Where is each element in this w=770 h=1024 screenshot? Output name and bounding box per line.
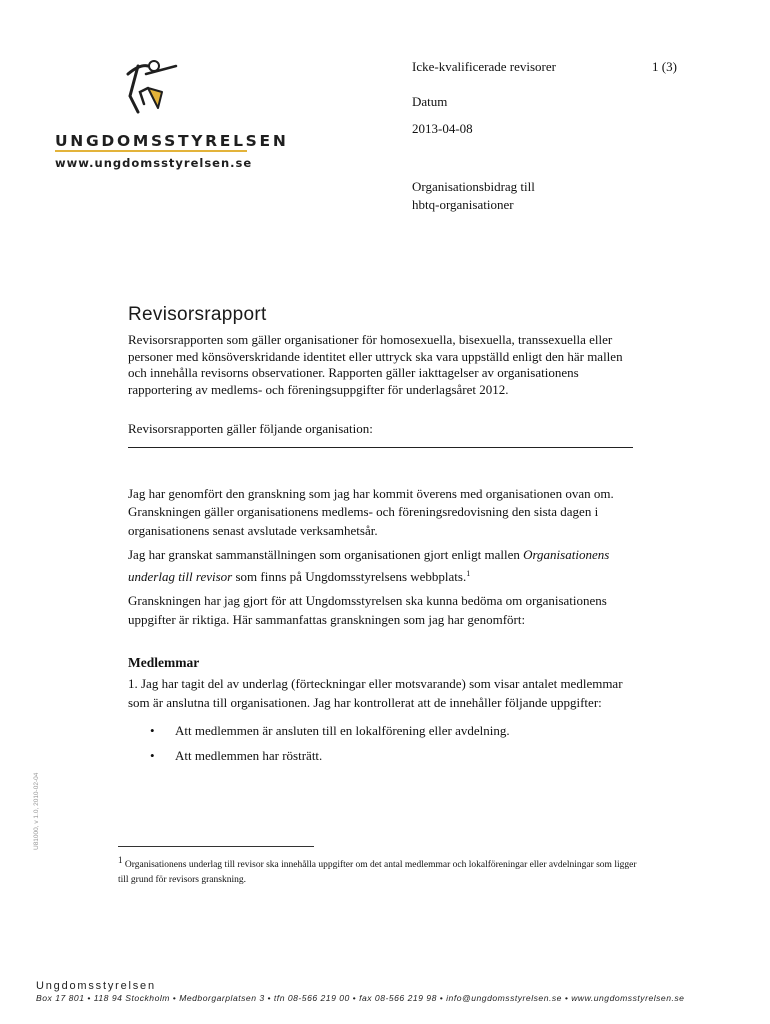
template-name: Organisationens underlag till revisor (128, 547, 610, 584)
document-title: Revisorsrapport (128, 304, 267, 325)
document-type: Icke-kvalificerade revisorer (412, 59, 556, 74)
paragraph-review-scope: Jag har genomfört den granskning som jag har kommit överens med organisationen ovan om. Granskningen gäller organisationens medlems- och föreningsredovisning den sista dagen i organisationens senast avslutade verksamhetsår. (128, 485, 614, 538)
list-item-text: Att medlemmen är ansluten till en lokalförening eller avdelning. (175, 723, 510, 738)
bullet-icon: • (150, 723, 155, 738)
subject (412, 178, 672, 214)
section-heading-members: Medlemmar (128, 655, 200, 670)
footer-org-name: Ungdomsstyrelsen (36, 980, 156, 992)
logo-figure-icon (118, 52, 184, 118)
organisation-fill-line (128, 447, 633, 448)
intro-paragraph: Revisorsrapporten som gäller organisationer för homosexuella, bisexuella, transsexuella eller personer med könsöverskridande identitet eller uttryck ska vara uppställd enligt den här mallen och innehålla revisorns observationer. Rapporten gäller iakttagelser av organisationens rapportering av medlems- och föreningsuppgifter för underlagsåret 2012. (128, 332, 623, 397)
list-item (128, 718, 638, 743)
footer-contact: Box 17 801 • 118 94 Stockholm • Medborgarplatsen 3 • tfn 08-566 219 00 • fax 08-566 219 98 • info@ungdomsstyrelsen.se • www.ungdomsstyrelsen.se (36, 993, 685, 1003)
document-body (128, 304, 638, 768)
paragraph-template (128, 546, 638, 586)
members-paragraph: 1. Jag har tagit del av underlag (förteckningar eller motsvarande) som visar antalet medlemmar som är anslutna till organisationen. Jag har kontrollerat att de innehåller följande uppgifter: (128, 676, 623, 710)
paragraph-template-text-end: som finns på Ungdomsstyrelsens webbplats. (232, 568, 467, 584)
subject-line: Organisationsbidrag till (412, 179, 535, 194)
logo-url: www.ungdomsstyrelsen.se (55, 156, 253, 170)
footnote (118, 853, 638, 888)
list-item (128, 743, 638, 768)
list-item-text: Att medlemmen har rösträtt. (175, 748, 323, 763)
date-value: 2013-04-08 (412, 121, 473, 136)
date-label: Datum (412, 94, 448, 109)
organisation-label: Revisorsrapporten gäller följande organisation: (128, 421, 373, 436)
members-list (128, 718, 638, 768)
subject-line: hbtq-organisationer (412, 197, 514, 212)
paragraph-template-text: Jag har granskat sammanställningen som organisationen gjort enligt mallen (128, 547, 524, 562)
footnote-mark: 1 (118, 855, 123, 865)
page-number: 1 (3) (652, 59, 677, 74)
footnote-rule (118, 846, 314, 847)
paragraph-summary: Granskningen har jag gjort för att Ungdomsstyrelsen ska kunna bedöma om organisationens uppgifter är riktiga. Här sammanfattas granskningen som jag har genomfört: (128, 593, 607, 627)
footnote-ref: 1 (466, 568, 471, 578)
bullet-icon: • (150, 748, 155, 763)
logo-accent-rule (55, 150, 247, 152)
footnote-text: Organisationens underlag till revisor ska innehålla uppgifter om det antal medlemmar och lokalföreningar eller avdelningar som ligger till grund för revisors granskning. (118, 860, 637, 885)
form-reference: U81000, v 1.0, 2010-02-04 (33, 772, 40, 850)
logo-wordmark: UNGDOMSSTYRELSEN (55, 132, 289, 150)
